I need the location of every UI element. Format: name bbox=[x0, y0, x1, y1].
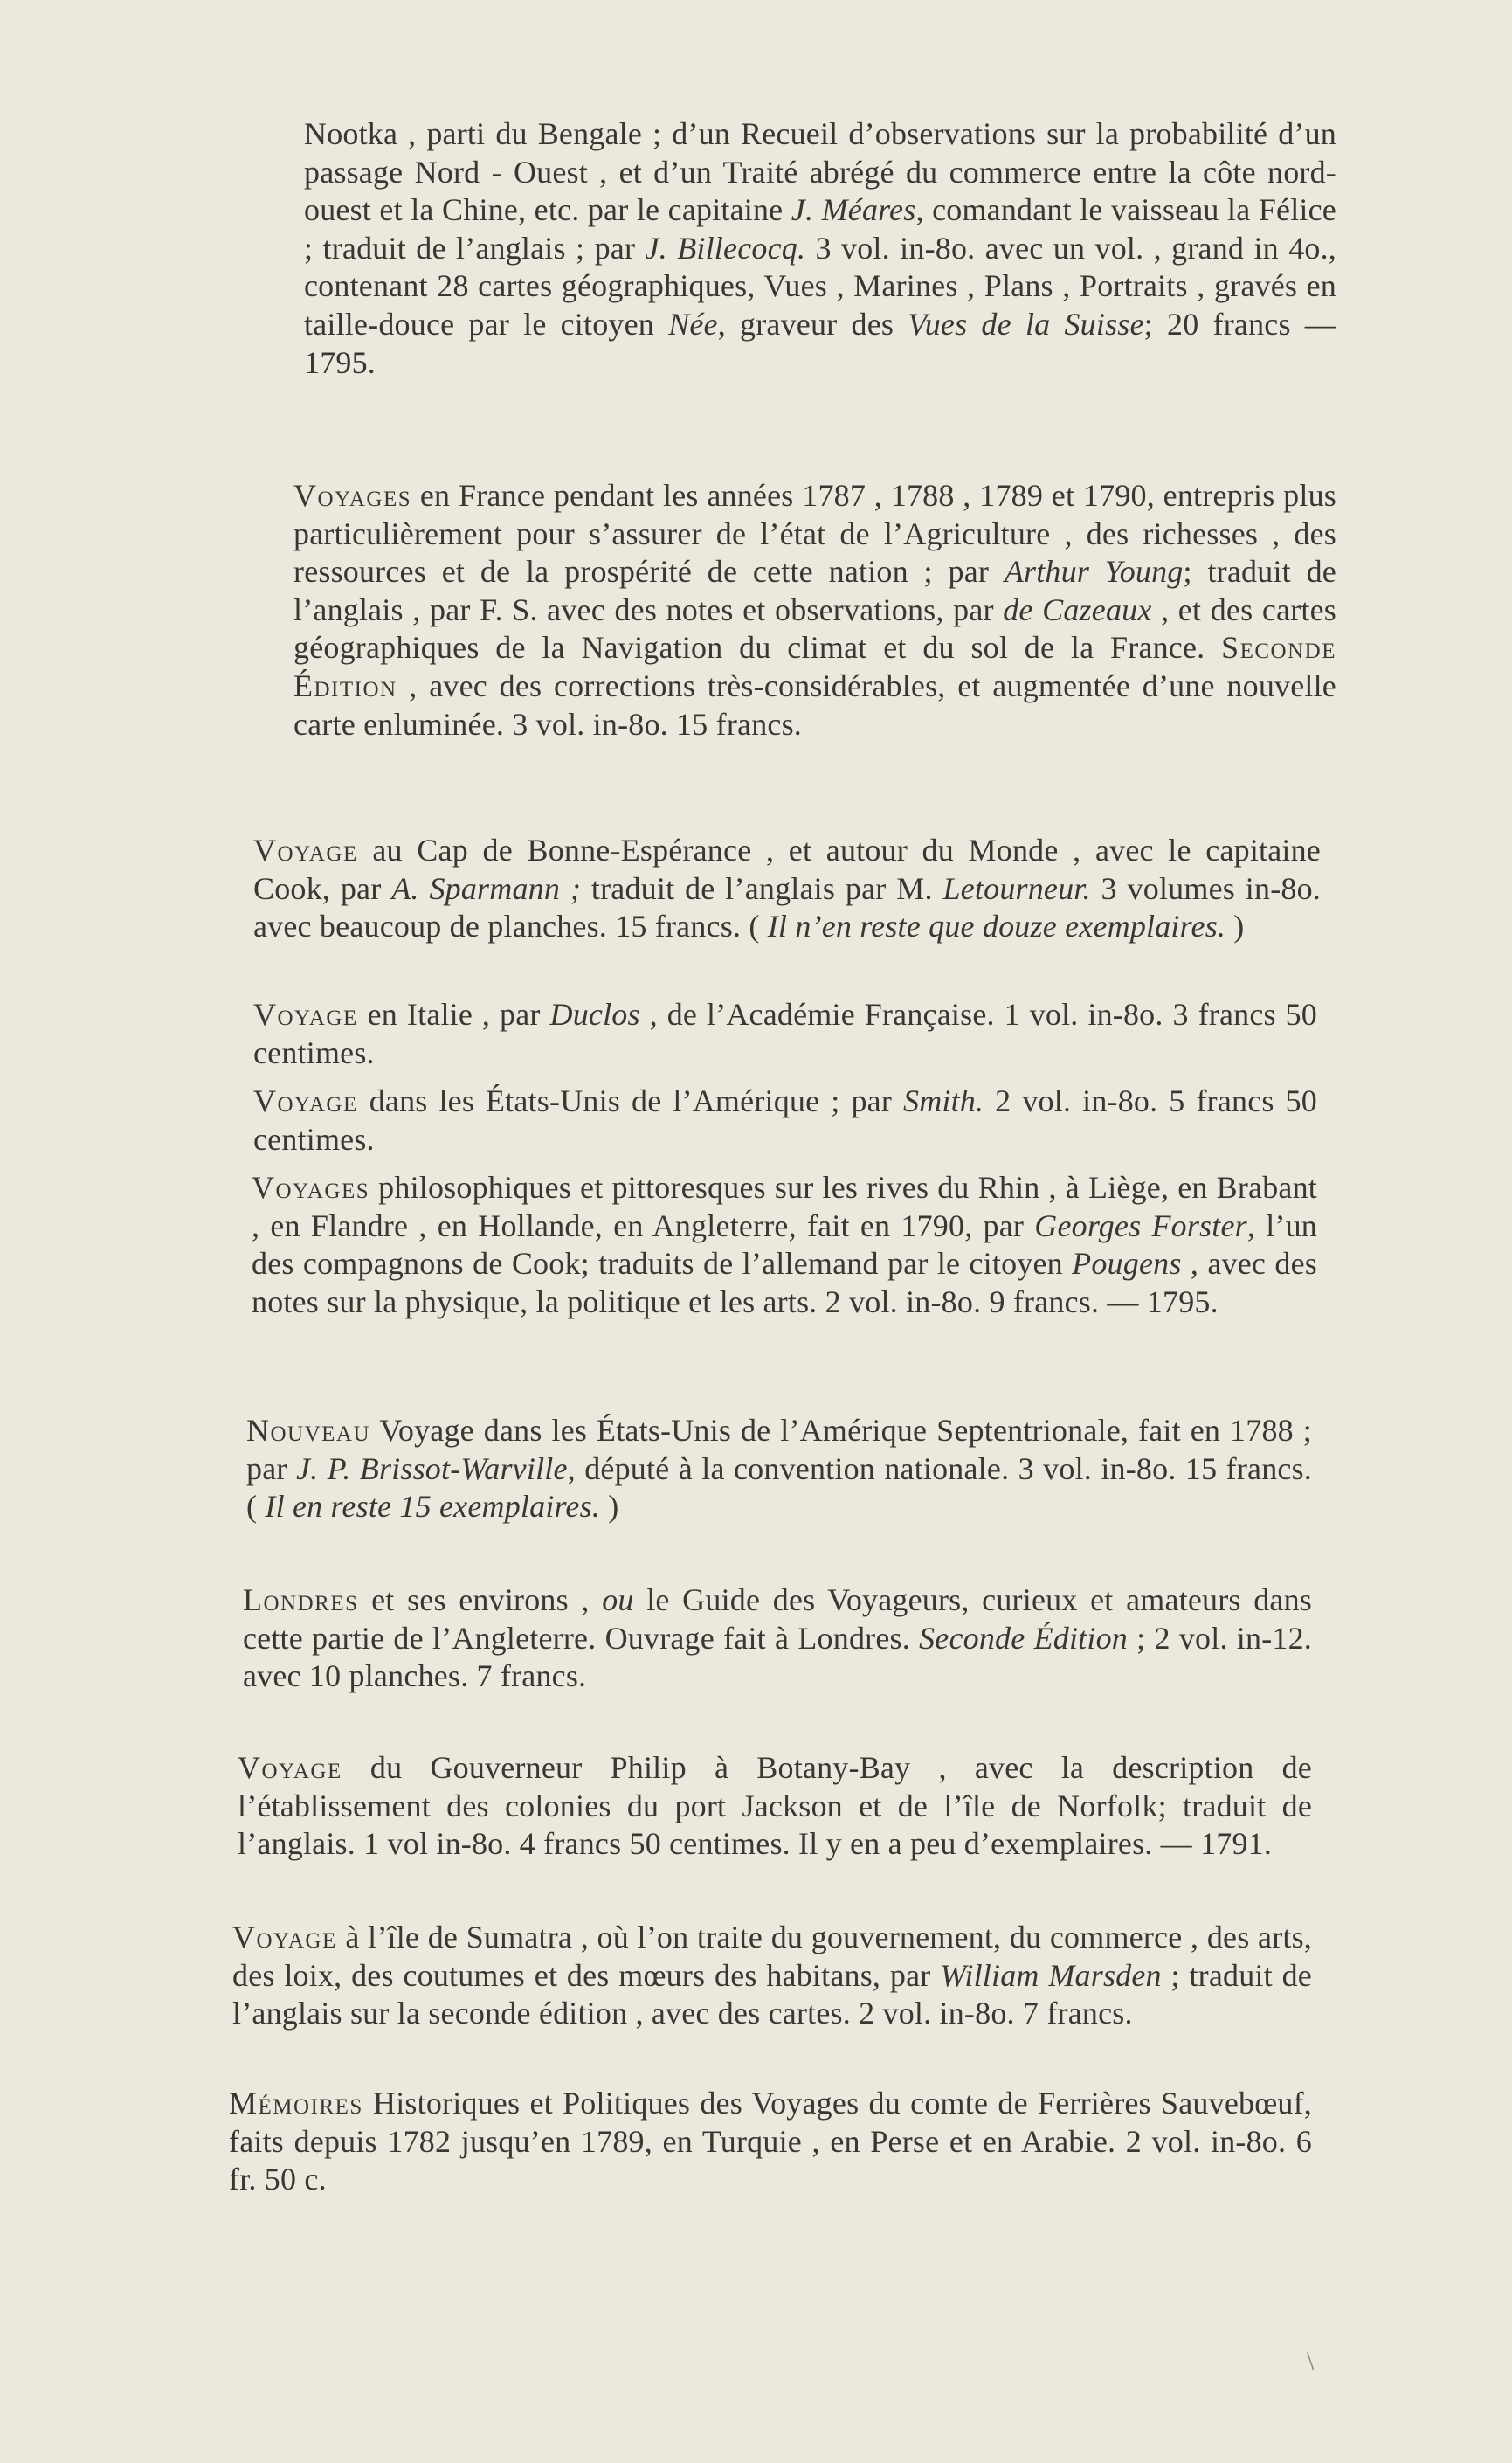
entry-text: traduit de l’anglais par M. bbox=[581, 870, 943, 906]
entry-text: le Guide des Voyageurs, curieux et amateurs dans cette partie de l’Angleterre. Ouvrage fait à Londres. bbox=[243, 1582, 1312, 1656]
entry-italic-text: Duclos bbox=[549, 997, 640, 1032]
entry-text: du Gouverneur Philip à Botany-Bay , avec la description de l’établissement des colonies du port Jackson et de l’île de Norfolk; traduit de l’anglais. 1 vol in-8o. 4 francs 50 centimes. Il y en a peu d’exemplaires. — 1791. bbox=[238, 1750, 1312, 1862]
entry-text: ; traduit de l’anglais , par F. S. avec des notes et observations, par bbox=[293, 554, 1336, 627]
entry-italic-text: William Marsden bbox=[940, 1957, 1162, 1993]
entry-italic-text: J. P. Brissot-Warville bbox=[295, 1450, 568, 1486]
entry-italic-text: Smith. bbox=[903, 1083, 984, 1118]
entry-text: , avec des corrections très-considérables, et augmentée d’une nouvelle carte enluminée. 3 vol. in-8o. 15 francs. bbox=[293, 668, 1336, 742]
entry-italic-text: Georges Forster bbox=[1034, 1207, 1247, 1243]
entry-text: ) bbox=[600, 1489, 619, 1525]
catalog-entry-londres bbox=[243, 1581, 1312, 1696]
entry-italic-text: J. Billecocq. bbox=[645, 230, 806, 266]
entry-text: , l’un des compagnons de Cook; traduits de l’allemand par le citoyen bbox=[252, 1207, 1317, 1282]
entry-text: ; 2 vol. in-12. avec 10 planches. 7 francs. bbox=[243, 1620, 1312, 1694]
entry-text: ; traduit de l’anglais sur la seconde édition , avec des cartes. 2 vol. in-8o. 7 francs. bbox=[232, 1957, 1312, 2031]
entry-italic-text: J. Méares bbox=[791, 192, 916, 228]
catalog-entry-voyage-cap bbox=[253, 832, 1321, 946]
entry-heading-word: Voyages bbox=[252, 1170, 370, 1205]
entry-heading-word: Nouveau bbox=[246, 1413, 371, 1448]
entry-heading-word: Seconde Édition bbox=[293, 630, 1336, 703]
entry-italic-text: Née bbox=[668, 306, 718, 342]
entry-italic-text: Pougens bbox=[1072, 1246, 1182, 1282]
page-speck-mark: \ bbox=[1307, 2347, 1315, 2376]
catalog-entry-memoires bbox=[229, 2085, 1312, 2199]
catalog-entry-sumatra bbox=[232, 1919, 1312, 2033]
entry-italic-text: de Cazeaux bbox=[1003, 592, 1152, 627]
entry-text: Historiques et Politiques des Voyages du comte de Ferrières Sauvebœuf, faits depuis 1782 jusqu’en 1789, en Turquie , en Perse et en Arabie. 2 vol. in-8o. 6 fr. 50 c. bbox=[229, 2086, 1312, 2197]
catalog-entry-voyage-italie bbox=[253, 996, 1317, 1072]
entry-italic-text: Letourneur. bbox=[942, 870, 1091, 906]
entry-text: , avec des notes sur la physique, la politique et les arts. 2 vol. in-8o. 9 francs. — 1795. bbox=[252, 1246, 1317, 1319]
entry-italic-text: Arthur Young bbox=[1004, 554, 1184, 590]
entry-heading-word: Voyage bbox=[253, 1083, 358, 1118]
entry-text: 3 volumes in-8o. avec beaucoup de planches. 15 francs. ( bbox=[253, 870, 1321, 944]
entry-text: dans les États-Unis de l’Amérique ; par bbox=[357, 1083, 903, 1118]
entry-text: 3 vol. in-8o. avec un vol. , grand in 4o., contenant 28 cartes géographiques, Vues , Marines , Plans , Portraits , gravés en taille-douce par le citoyen bbox=[304, 230, 1337, 342]
entry-heading-word: Voyage bbox=[253, 833, 358, 868]
entry-italic-text: Il en reste 15 exemplaires. bbox=[265, 1489, 601, 1525]
entry-heading-word: Voyage bbox=[232, 1920, 337, 1954]
entry-text: , député à la convention nationale. 3 vol. in-8o. 15 francs. ( bbox=[246, 1450, 1312, 1525]
catalog-entry-voyages-rhin bbox=[252, 1169, 1317, 1321]
entry-heading-word: Voyages bbox=[293, 478, 412, 513]
entry-text: 2 vol. in-8o. 5 francs 50 centimes. bbox=[253, 1083, 1318, 1157]
entry-heading-word: Mémoires bbox=[229, 2086, 363, 2121]
entry-text: en France pendant les années 1787 , 1788 , 1789 et 1790, entrepris plus particulièrement pour s’assurer de l’état de l’Agriculture , des richesses , des ressources et de la prospérité de cette nation ; par bbox=[293, 478, 1336, 590]
entry-text: , graveur des bbox=[717, 306, 908, 342]
entry-text: ; 20 francs — 1795. bbox=[304, 306, 1336, 380]
entry-text: Voyage dans les États-Unis de l’Amérique Septentrionale, fait en 1788 ; par bbox=[246, 1413, 1312, 1486]
entry-text: à l’île de Sumatra , où l’on traite du gouvernement, du commerce , des arts, des loix, des coutumes et des mœurs des habitans, par bbox=[232, 1920, 1312, 1993]
entry-heading-word: Voyage bbox=[253, 997, 358, 1032]
entry-italic-text: A. Sparmann ; bbox=[391, 870, 582, 906]
catalog-entry-voyages-france bbox=[293, 477, 1336, 744]
entry-heading-word: Londres bbox=[243, 1582, 359, 1617]
catalog-entry-voyage-etats-unis bbox=[253, 1083, 1317, 1159]
entry-text: , comandant le vaisseau la Félice ; traduit de l’anglais ; par bbox=[304, 192, 1336, 266]
entry-italic-text: Il n’en reste que douze exemplaires. bbox=[767, 909, 1226, 944]
catalog-entry-nouveau-voyage bbox=[246, 1412, 1312, 1526]
entry-italic-text: Seconde Édition bbox=[919, 1620, 1128, 1656]
entry-text: et ses environs , bbox=[358, 1582, 603, 1617]
catalog-entry-botany-bay bbox=[238, 1749, 1312, 1864]
entry-heading-word: Voyage bbox=[238, 1750, 342, 1785]
entry-italic-text: Vues de la Suisse bbox=[908, 306, 1144, 342]
entry-text: , de l’Académie Française. 1 vol. in-8o. 3 francs 50 centimes. bbox=[253, 997, 1318, 1070]
entry-text: ) bbox=[1225, 909, 1245, 944]
entry-text: Nootka , parti du Bengale ; d’un Recueil d’observations sur la probabilité d’un passage Nord - Ouest , et d’un Traité abrégé du commerce entre la côte nord-ouest et la Chine, etc. par le capitaine bbox=[304, 116, 1336, 228]
entry-italic-text: ou bbox=[602, 1582, 634, 1617]
entry-text: philosophiques et pittoresques sur les rives du Rhin , à Liège, en Brabant , en Flandre , en Hollande, en Angleterre, fait en 1790, par bbox=[252, 1170, 1317, 1243]
catalog-entry-nootka bbox=[304, 115, 1336, 382]
entry-text: en Italie , par bbox=[357, 997, 550, 1032]
entry-text: au Cap de Bonne-Espérance , et autour du Monde , avec le capitaine Cook, par bbox=[253, 833, 1321, 906]
entry-text: , et des cartes géographiques de la Navigation du climat et du sol de la France. bbox=[293, 592, 1336, 666]
